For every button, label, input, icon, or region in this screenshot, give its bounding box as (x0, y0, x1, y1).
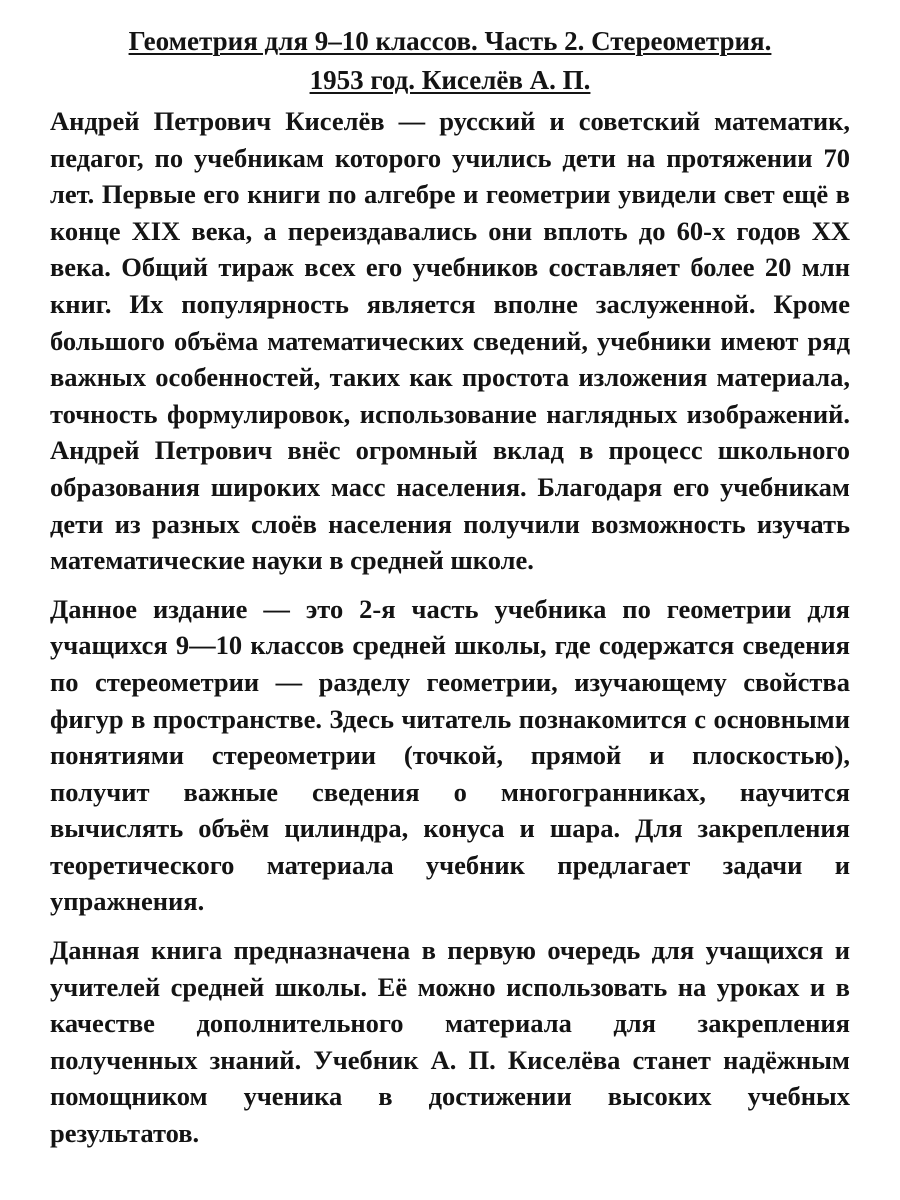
title-line-1: Геометрия для 9–10 классов. Часть 2. Стереометрия. (128, 26, 772, 56)
document-title (50, 22, 850, 100)
paragraph-edition-content: Данное издание — это 2-я часть учебника по геометрии для учащихся 9—10 классов средней школы, где содержатся сведения по стереометрии — разделу геометрии, изучающему свойства фигур в пространстве. Здесь читатель познакомится с основными понятиями стереометрии (точкой, прямой и плоскостью), получит важные сведения о многогранниках, научится вычислять объём цилиндра, конуса и шара. Для закрепления теоретического материала учебник предлагает задачи и упражнения. (50, 593, 850, 917)
document-page (50, 22, 850, 1164)
paragraph-author-bio: Андрей Петрович Киселёв — русский и советский математик, педагог, по учебникам которого учились дети на протяжении 70 лет. Первые его книги по алгебре и геометрии увидели свет ещё в конце XIX века, а переиздавались они вплоть до 60-х годов XX века. Общий тираж всех его учебников составляет более 20 млн книг. Их популярность является вполне заслуженной. Кроме большого объёма математических сведений, учебники имеют ряд важных особенностей, таких как простота изложения материала, точность формулировок, использование наглядных изображений. Андрей Петрович внёс огромный вклад в процесс школьного образования широких масс населения. Благодаря его учебникам дети из разных слоёв населения получили возможность изучать математические науки в средней школе. (50, 106, 850, 576)
title-line-2: 1953 год. Киселёв А. П. (309, 65, 591, 95)
paragraph-audience: Данная книга предназначена в первую очередь для учащихся и учителей средней школы. Её можно использовать на уроках и в качестве дополнительного материала для закрепления полученных знаний. Учебник А. П. Киселёва станет надёжным помощником ученика в достижении высоких учебных результатов. (50, 935, 850, 1149)
